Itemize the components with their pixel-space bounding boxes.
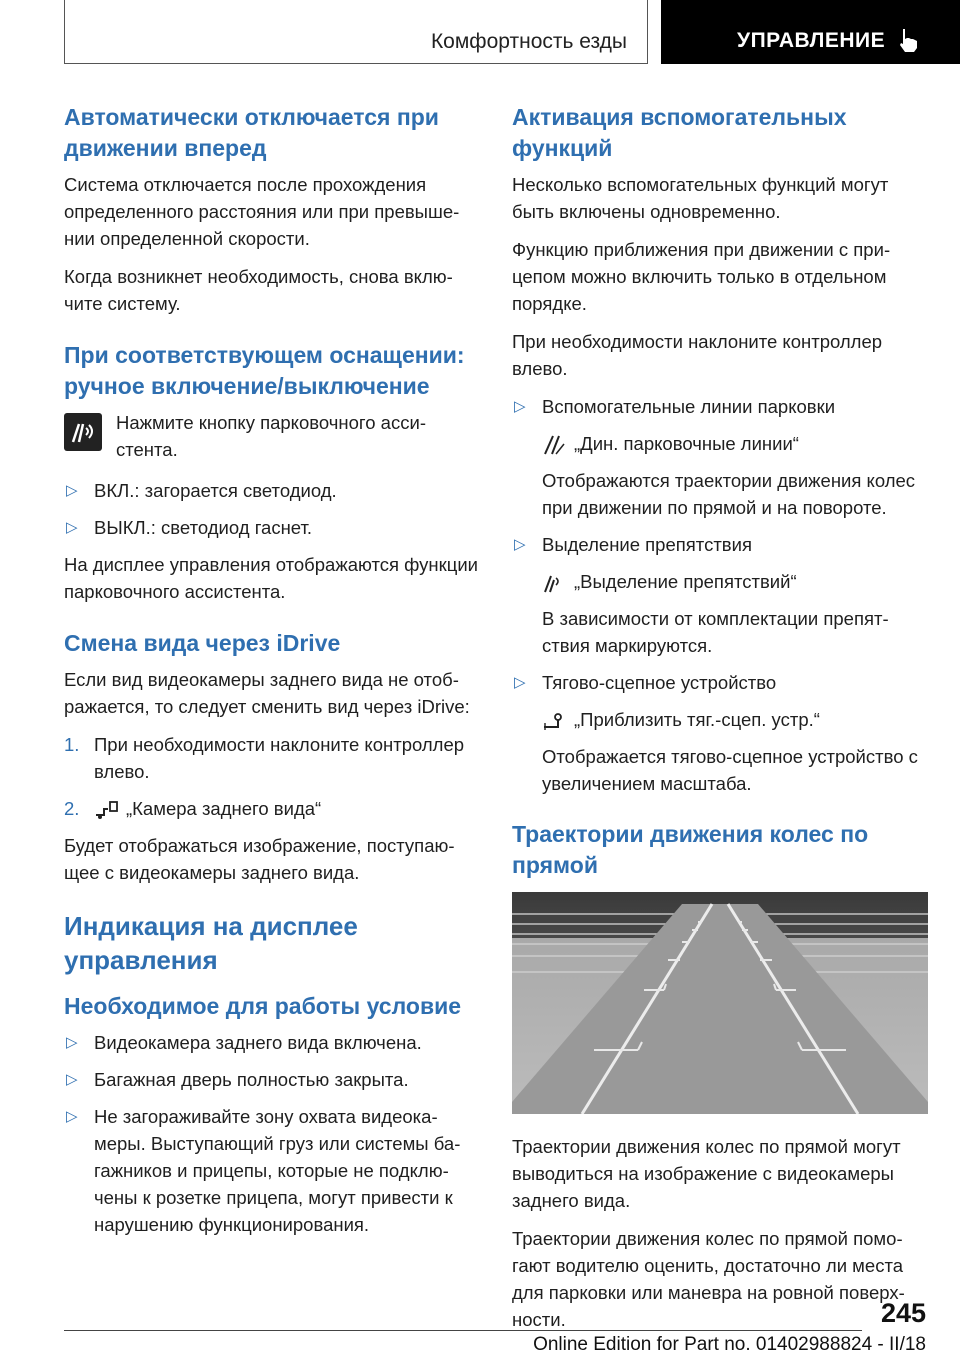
description: Отображается тягово-сцепное устройство с увеличением масштаба. <box>542 746 918 794</box>
heading-wheel-paths: Траектории движения колес по прямой <box>512 821 869 878</box>
paragraph: Функцию приближения при движении с прицепом можно включить только в отдельном порядке. <box>512 239 891 314</box>
right-column <box>512 102 930 1344</box>
paragraph: Система отключается после прохождения определенного расстояния или при превышении определенной скорости. <box>64 174 460 249</box>
heading-auto-off: Автоматически отключается при движении вперед <box>64 104 439 161</box>
list-item: ▷ ВКЛ.: загорается светодиод. <box>66 480 337 501</box>
list-item: ▷ Видеокамера заднего вида включена. <box>66 1032 422 1053</box>
parking-lines-icon <box>542 434 568 456</box>
step-item: 2. „Камера заднего вида“ <box>64 795 480 822</box>
paragraph: Траектории движения колес по прямой помогают водителю оценить, достаточно ли места для парковки или маневра на ровной поверхности. <box>512 1228 905 1330</box>
edition-info: Online Edition for Part no. 01402988824 - II/18 <box>533 1334 926 1355</box>
hitch-zoom-icon <box>542 710 568 732</box>
list-item: ▷ Тягово-сцепное устройство <box>514 672 777 693</box>
chapter-title: УПРАВЛЕНИЕ <box>737 29 886 52</box>
paragraph: При необходимости наклоните контроллер влево. <box>512 331 883 379</box>
description: Отображаются траектории движения колес при движении по прямой и на повороте. <box>542 470 916 518</box>
heading-display-indication: Индикация на дисплее управления <box>64 911 358 975</box>
description: В зависимости от комплектации препятствия маркируются. <box>542 608 889 656</box>
menu-entry: „Приблизить тяг.-сцеп. устр.“ <box>542 706 930 733</box>
paragraph: Если вид видеокамеры заднего вида не отображается, то следует сменить вид через iDrive: <box>64 669 470 717</box>
paragraph: Когда возникнет необходимость, снова включите систему. <box>64 266 453 314</box>
menu-entry: „Дин. парковочные линии“ <box>542 430 930 457</box>
paragraph: Траектории движения колес по прямой могут выводиться на изображение с видеокамеры заднего вида. <box>512 1136 901 1211</box>
park-assist-button-icon <box>64 413 102 451</box>
footer-divider <box>64 1330 862 1331</box>
heading-conditions: Необходимое для работы условие <box>64 993 462 1019</box>
paragraph: Нажмите кнопку парковочного ассистента. <box>116 412 426 460</box>
menu-entry: „Выделение препятствий“ <box>542 568 930 595</box>
chapter-tab <box>661 0 960 64</box>
heading-aux-functions: Активация вспомогательных функций <box>512 104 847 161</box>
list-item: ▷ Вспомогательные линии парковки <box>514 396 836 417</box>
list-item: ▷ Багажная дверь полностью закрыта. <box>66 1069 409 1090</box>
list-item: ▷ ВЫКЛ.: светодиод гаснет. <box>66 517 313 538</box>
wheel-paths-illustration <box>512 892 928 1114</box>
button-instruction <box>64 409 480 463</box>
paragraph: На дисплее управления отображаются функции парковочного ассистента. <box>64 554 478 602</box>
list-item: ▷ Выделение препятствия <box>514 534 752 555</box>
section-title: Комфортность езды <box>430 30 627 53</box>
list-item: ▷ Не загораживайте зону охвата видеокамеры. Выступающий груз или системы багажников и прицепы, которые не подключены к розетке прицепа, могут привести к нарушению функционирования. <box>66 1106 461 1235</box>
hand-pointer-icon <box>895 26 923 54</box>
rear-camera-icon <box>94 799 120 821</box>
paragraph: Несколько вспомогательных функций могут быть включены одновременно. <box>512 174 889 222</box>
paragraph: Будет отображаться изображение, поступающее с видеокамеры заднего вида. <box>64 835 455 883</box>
heading-idrive: Смена вида через iDrive <box>64 630 341 656</box>
page-number: 245 <box>880 1298 926 1328</box>
left-column <box>64 102 480 1248</box>
step-item: 1. При необходимости наклоните контроллер влево. <box>64 734 465 782</box>
obstacle-marking-icon <box>542 572 568 594</box>
heading-manual-switch: При соответствующем оснащении: ручное включение/выключение <box>64 342 465 399</box>
header-section-box <box>64 0 648 64</box>
